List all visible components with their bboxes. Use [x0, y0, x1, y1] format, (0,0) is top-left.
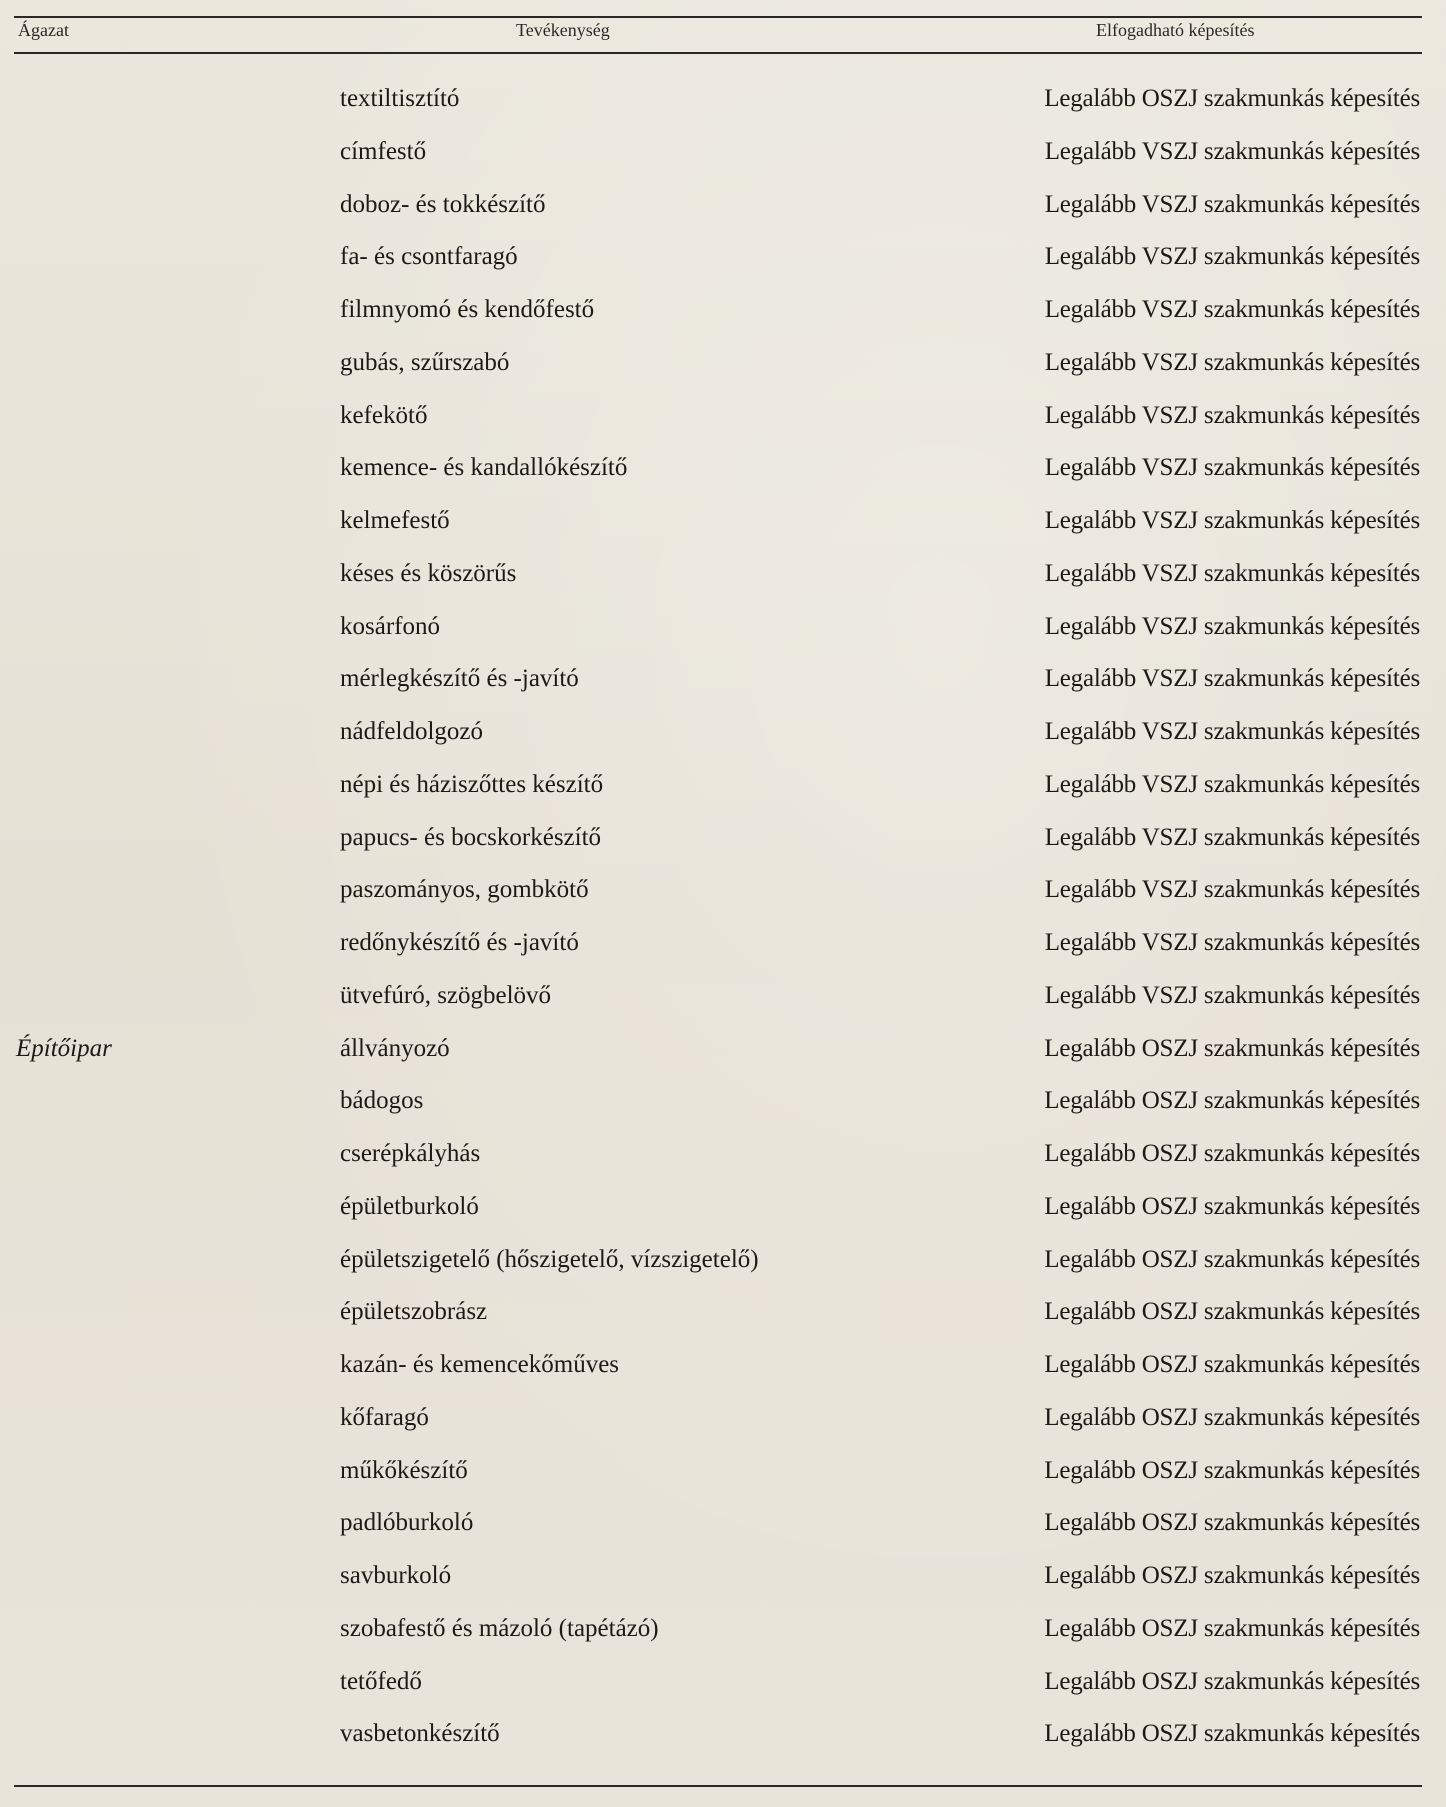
activity-cell: kemence- és kandallókészítő: [340, 454, 628, 482]
activity-cell: redőnykészítő és -javító: [340, 929, 579, 956]
table-row: [0, 77, 1446, 130]
table-row: [0, 974, 1446, 1027]
qualification-cell: Legalább VSZJ szakmunkás képesítés: [1044, 190, 1420, 218]
qualification-cell: Legalább OSZJ szakmunkás képesítés: [1044, 1298, 1420, 1326]
table-row: [0, 1449, 1446, 1502]
qualification-cell: Legalább VSZJ szakmunkás képesítés: [1044, 348, 1420, 376]
qualification-cell: Legalább OSZJ szakmunkás képesítés: [1044, 1509, 1420, 1537]
top-rule: [14, 16, 1422, 18]
activity-cell: címfestő: [340, 137, 427, 165]
activity-cell: savburkoló: [340, 1562, 452, 1589]
activity-cell: kosárfonó: [340, 612, 440, 640]
qualification-cell: Legalább OSZJ szakmunkás képesítés: [1044, 1403, 1420, 1431]
table-row: [0, 710, 1446, 763]
activity-cell: épületburkoló: [340, 1192, 479, 1220]
table-row: [0, 552, 1446, 605]
header-qualification: Elfogadható képesítés: [1096, 20, 1255, 40]
qualification-cell: Legalább VSZJ szakmunkás képesítés: [1044, 612, 1420, 640]
table-row: [0, 1027, 1446, 1080]
activity-cell: kefekötő: [340, 401, 428, 429]
qualification-cell: Legalább VSZJ szakmunkás képesítés: [1044, 665, 1420, 693]
activity-cell: bádogos: [340, 1087, 424, 1115]
qualification-cell: Legalább OSZJ szakmunkás képesítés: [1044, 1087, 1420, 1115]
qualification-cell: Legalább OSZJ szakmunkás képesítés: [1044, 1720, 1420, 1748]
qualification-cell: Legalább OSZJ szakmunkás képesítés: [1044, 1351, 1420, 1378]
table-row: [0, 605, 1446, 658]
qualification-cell: Legalább VSZJ szakmunkás képesítés: [1044, 876, 1420, 904]
activity-cell: filmnyomó és kendőfestő: [340, 296, 595, 323]
qualification-cell: Legalább VSZJ szakmunkás képesítés: [1044, 454, 1420, 482]
table-row: [0, 1712, 1446, 1765]
activity-cell: kelmefestő: [340, 507, 450, 534]
activity-cell: népi és háziszőttes készítő: [340, 770, 604, 798]
activity-cell: ütvefúró, szögbelövő: [340, 981, 552, 1009]
table-row: [0, 1396, 1446, 1449]
activity-cell: kazán- és kemencekőműves: [340, 1351, 620, 1378]
activity-cell: mérlegkészítő és -javító: [340, 665, 579, 693]
activity-cell: padlóburkoló: [340, 1509, 474, 1537]
activity-cell: szobafestő és mázoló (tapétázó): [340, 1614, 659, 1642]
activity-cell: papucs- és bocskorkészítő: [340, 823, 602, 851]
activity-cell: textiltisztító: [340, 85, 460, 112]
activity-cell: épületszobrász: [340, 1298, 488, 1326]
table-row: [0, 868, 1446, 921]
qualification-cell: Legalább VSZJ szakmunkás képesítés: [1044, 823, 1420, 851]
qualification-cell: Legalább OSZJ szakmunkás képesítés: [1044, 1614, 1420, 1642]
qualification-cell: Legalább OSZJ szakmunkás képesítés: [1044, 1667, 1420, 1695]
activity-cell: kőfaragó: [340, 1403, 429, 1431]
activity-cell: késes és köszörűs: [340, 559, 517, 587]
qualification-cell: Legalább OSZJ szakmunkás képesítés: [1044, 85, 1420, 112]
activity-cell: gubás, szűrszabó: [340, 348, 510, 376]
table-row: [0, 1079, 1446, 1132]
qualification-cell: Legalább VSZJ szakmunkás képesítés: [1044, 559, 1420, 587]
qualification-cell: Legalább OSZJ szakmunkás képesítés: [1044, 1562, 1420, 1589]
activity-cell: fa- és csontfaragó: [340, 243, 518, 271]
qualification-cell: Legalább VSZJ szakmunkás képesítés: [1044, 981, 1420, 1009]
activity-cell: műkőkészítő: [340, 1456, 468, 1484]
qualification-cell: Legalább OSZJ szakmunkás képesítés: [1044, 1192, 1420, 1220]
qualification-cell: Legalább VSZJ szakmunkás képesítés: [1044, 718, 1420, 745]
table-row: [0, 1185, 1446, 1238]
activity-cell: doboz- és tokkészítő: [340, 190, 546, 218]
qualification-cell: Legalább OSZJ szakmunkás képesítés: [1044, 1140, 1420, 1167]
qualification-cell: Legalább VSZJ szakmunkás képesítés: [1044, 929, 1420, 956]
qualification-cell: Legalább OSZJ szakmunkás képesítés: [1044, 1456, 1420, 1484]
table-row: [0, 657, 1446, 710]
activity-cell: tetőfedő: [340, 1667, 422, 1695]
table-row: [0, 183, 1446, 236]
table-row: [0, 1290, 1446, 1343]
table-row: [0, 1132, 1446, 1185]
table-row: [0, 1660, 1446, 1713]
qualification-cell: Legalább VSZJ szakmunkás képesítés: [1044, 296, 1420, 323]
activity-cell: nádfeldolgozó: [340, 718, 484, 745]
table-row: [0, 1501, 1446, 1554]
header-sector: Ágazat: [18, 20, 69, 40]
activity-cell: cserépkályhás: [340, 1140, 481, 1167]
activity-cell: vasbetonkészítő: [340, 1720, 500, 1748]
table-row: [0, 499, 1446, 552]
table-row: [0, 1238, 1446, 1291]
table-row: [0, 130, 1446, 183]
table-row: [0, 288, 1446, 341]
sector-cell: Építőipar: [16, 1034, 112, 1062]
bottom-rule: [14, 1785, 1422, 1787]
table-row: [0, 446, 1446, 499]
qualification-cell: Legalább OSZJ szakmunkás képesítés: [1044, 1034, 1420, 1062]
qualification-cell: Legalább VSZJ szakmunkás képesítés: [1044, 507, 1420, 534]
header-rule: [14, 52, 1422, 54]
qualification-cell: Legalább VSZJ szakmunkás képesítés: [1044, 243, 1420, 271]
table-body: [0, 77, 1446, 1765]
table-row: [0, 921, 1446, 974]
table-row: [0, 341, 1446, 394]
qualification-cell: Legalább VSZJ szakmunkás képesítés: [1044, 770, 1420, 798]
table-row: [0, 1607, 1446, 1660]
table-row: [0, 816, 1446, 869]
table-row: [0, 394, 1446, 447]
qualification-cell: Legalább VSZJ szakmunkás képesítés: [1044, 137, 1420, 165]
table-row: [0, 1554, 1446, 1607]
table-row: [0, 763, 1446, 816]
table-row: [0, 1343, 1446, 1396]
activity-cell: állványozó: [340, 1034, 450, 1062]
qualification-cell: Legalább OSZJ szakmunkás képesítés: [1044, 1245, 1420, 1273]
qualification-cell: Legalább VSZJ szakmunkás képesítés: [1044, 401, 1420, 429]
table-row: [0, 235, 1446, 288]
header-activity: Tevékenység: [516, 20, 610, 40]
activity-cell: épületszigetelő (hőszigetelő, vízszigetelő): [340, 1245, 759, 1273]
activity-cell: paszományos, gombkötő: [340, 876, 589, 904]
